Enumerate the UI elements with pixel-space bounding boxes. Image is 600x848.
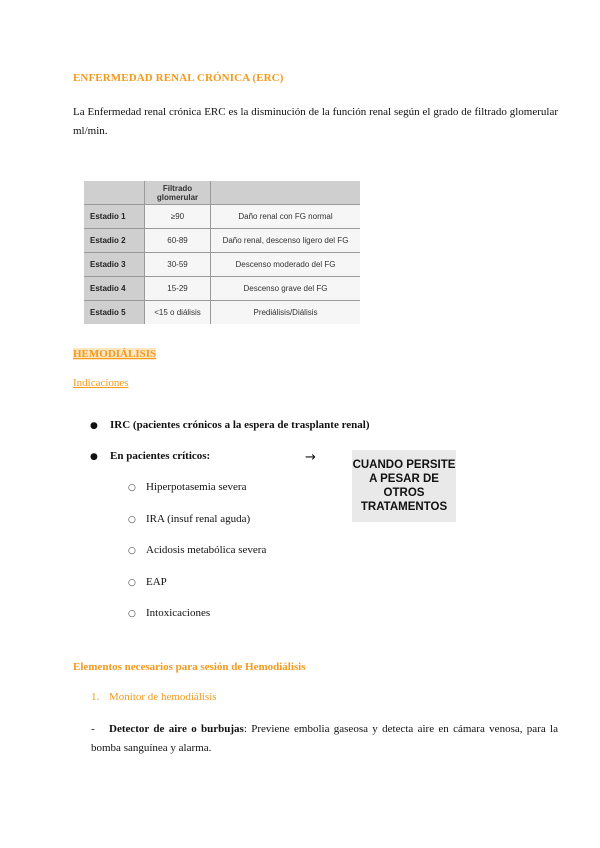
right-arrow-icon: →: [305, 450, 316, 465]
circle-bullet-icon: ○: [128, 515, 136, 525]
table-row: [84, 301, 360, 325]
desc-cell: Daño renal, descenso ligero del FG: [211, 229, 361, 253]
table-row: [84, 277, 360, 301]
list-item: [128, 513, 250, 525]
table-header-cell: [84, 181, 145, 205]
callout-box: [352, 450, 456, 522]
sub-item-text: EAP: [146, 576, 167, 588]
table-header-cell: [211, 181, 361, 205]
stage-cell: Estadio 2: [84, 229, 145, 253]
item-number: 1.: [91, 691, 100, 703]
table-row: [84, 205, 360, 229]
sub-item-text: Hiperpotasemia severa: [146, 481, 247, 493]
detector-term: Detector de aire o burbujas: [109, 723, 244, 735]
bullet-icon: ●: [90, 421, 98, 431]
circle-bullet-icon: ○: [128, 609, 136, 619]
bullet-text: En pacientes críticos:: [110, 450, 211, 462]
list-item: [128, 544, 266, 556]
desc-cell: Prediálisis/Diálisis: [211, 301, 361, 325]
section-title-erc: ENFERMEDAD RENAL CRÓNICA (ERC): [73, 72, 284, 84]
erc-stages-table: [84, 181, 360, 324]
list-item: [128, 607, 210, 619]
list-item: [90, 419, 369, 431]
stage-cell: Estadio 3: [84, 253, 145, 277]
circle-bullet-icon: ○: [128, 546, 136, 556]
dash-bullet: -: [91, 723, 95, 735]
table-row: [84, 229, 360, 253]
fg-cell: <15 o diálisis: [145, 301, 211, 325]
circle-bullet-icon: ○: [128, 483, 136, 493]
numbered-item: [91, 691, 217, 703]
list-item: [90, 450, 210, 462]
list-item: [128, 576, 167, 588]
table-header-row: [84, 181, 360, 205]
item-label: Monitor de hemodiálisis: [109, 691, 217, 703]
desc-cell: Descenso grave del FG: [211, 277, 361, 301]
stage-cell: Estadio 4: [84, 277, 145, 301]
sub-item-text: Acidosis metabólica severa: [146, 544, 267, 556]
fg-cell: 30-59: [145, 253, 211, 277]
desc-cell: Daño renal con FG normal: [211, 205, 361, 229]
detector-paragraph: [91, 720, 558, 758]
bullet-icon: ●: [90, 452, 98, 462]
sub-item-text: IRA (insuf renal aguda): [146, 513, 251, 525]
fg-cell: 15-29: [145, 277, 211, 301]
table-header-cell: Filtrado glomerular: [145, 181, 211, 205]
sub-item-text: Intoxicaciones: [146, 607, 211, 619]
list-item: [128, 481, 246, 493]
detector-text: : Previene embolia gaseosa y detecta aire en cámara venosa, para la bomba sanguínea y alarma.: [91, 723, 558, 754]
desc-cell: Descenso moderado del FG: [211, 253, 361, 277]
stage-cell: Estadio 5: [84, 301, 145, 325]
subtitle-indicaciones: Indicaciones: [73, 377, 129, 389]
erc-paragraph: La Enfermedad renal crónica ERC es la disminución de la función renal según el grado de filtrado glomerular ml/min.: [73, 106, 558, 137]
fg-cell: ≥90: [145, 205, 211, 229]
section-title-elementos: Elementos necesarios para sesión de Hemodiálisis: [73, 661, 306, 673]
fg-cell: 60-89: [145, 229, 211, 253]
section-title-hemodialisis: HEMODIÁLISIS: [73, 348, 157, 360]
callout-text: CUANDO PERSITE A PESAR DE OTROS TRATAMENTOS: [352, 459, 456, 513]
stage-cell: Estadio 1: [84, 205, 145, 229]
bullet-text: IRC (pacientes crónicos a la espera de trasplante renal): [110, 419, 370, 431]
table-row: [84, 253, 360, 277]
circle-bullet-icon: ○: [128, 578, 136, 588]
